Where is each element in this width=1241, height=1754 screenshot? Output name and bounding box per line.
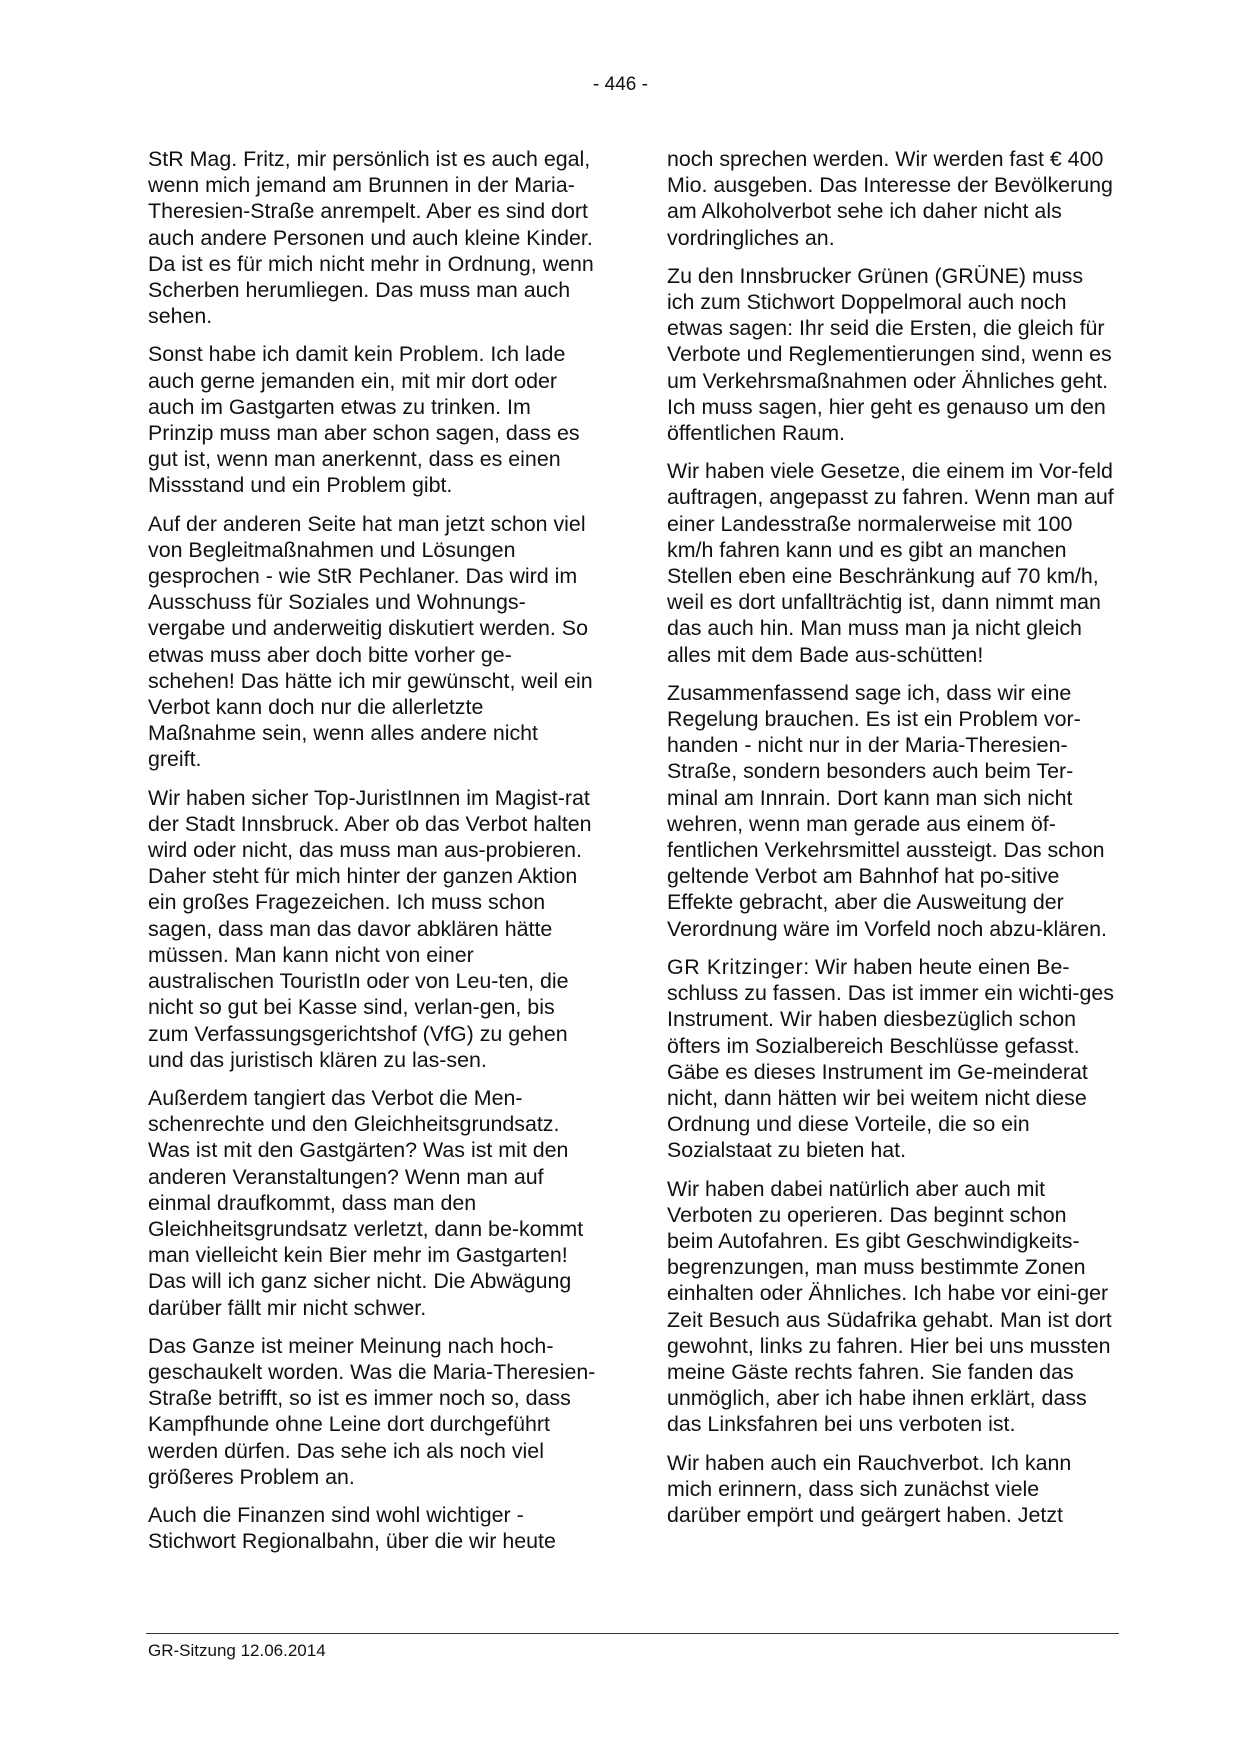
paragraph: StR Mag. Fritz, mir persönlich ist es auch egal, wenn mich jemand am Brunnen in der Maria-Theresien-Straße anrempelt. Aber es sind dort auch andere Personen und auch kleine Kinder. Da ist es für mich nicht mehr in Ordnung, wenn Scherben herumliegen. Das muss man auch sehen. <box>148 147 594 329</box>
page-number: - 446 - <box>593 74 648 95</box>
footer-session-date: GR-Sitzung 12.06.2014 <box>148 1641 326 1660</box>
paragraph: Außerdem tangiert das Verbot die Men-schenrechte und den Gleichheitsgrundsatz. Was ist mit den Gastgärten? Was ist mit den anderen Veranstaltungen? Wenn man auf einmal draufkommt, dass man den Gleichheitsgrundsatz verletzt, dann be-kommt man vielleicht kein Bier mehr im Gastgarten! Das will ich ganz sicher nicht. Die Abwägung darüber fällt mir nicht schwer. <box>148 1085 584 1320</box>
left-column <box>148 146 596 1566</box>
paragraph: Auf der anderen Seite hat man jetzt schon viel von Begleitmaßnahmen und Lösungen gesprochen - wie StR Pechlaner. Das wird im Ausschuss für Soziales und Wohnungs-vergabe und anderweitig diskutiert werden. So etwas muss aber doch bitte vorher ge-schehen! Das hätte ich mir gewünscht, weil ein Verbot kann doch nur die allerletzte Maßnahme sein, wenn alles andere nicht greift. <box>148 511 593 772</box>
paragraph: Das Ganze ist meiner Meinung nach hoch-geschaukelt worden. Was die Maria-Theresien-Straße betrifft, so ist es immer noch so, dass Kampfhunde ohne Leine dort durchgeführt werden dürfen. Das sehe ich als noch viel größeres Problem an. <box>148 1333 596 1489</box>
paragraph: Sonst habe ich damit kein Problem. Ich lade auch gerne jemanden ein, mit mir dort oder auch im Gastgarten etwas zu trinken. Im Prinzip muss man aber schon sagen, dass es gut ist, wenn man anerkennt, dass es einen Missstand und ein Problem gibt. <box>148 342 580 498</box>
speaker-text: : Wir haben heute einen Be-schluss zu fassen. Das ist immer ein wichti-ges Instrument. Wir haben diesbezüglich schon öfters im Sozialbereich Beschlüsse gefasst. Gäbe es dieses Instrument im Ge-meinderat nicht, dann hätten wir bei weitem nicht diese Ordnung und diese Vorteile, die so ein Sozialstaat zu bieten hat. <box>667 954 1114 1163</box>
speaker-paragraph <box>667 954 1115 1164</box>
paragraph: Wir haben sicher Top-JuristInnen im Magist-rat der Stadt Innsbruck. Aber ob das Verbot halten wird oder nicht, das muss man aus-probieren. Daher steht für mich hinter der ganzen Aktion ein großes Fragezeichen. Ich muss schon sagen, dass man das davor abklären hätte müssen. Man kann nicht von einer australischen TouristIn oder von Leu-ten, die nicht so gut bei Kasse sind, verlan-gen, bis zum Verfassungsgerichtshof (VfG) zu gehen und das juristisch klären zu las-sen. <box>148 785 592 1072</box>
paragraph: Wir haben viele Gesetze, die einem im Vor-feld auftragen, angepasst zu fahren. Wenn man auf einer Landesstraße normalerweise mit 100 km/h fahren kann und es gibt an manchen Stellen eben eine Beschränkung auf 70 km/h, weil es dort unfallträchtig ist, dann nimmt man das auch hin. Man muss man ja nicht gleich alles mit dem Bade aus-schütten! <box>667 459 1114 667</box>
paragraph: Wir haben auch ein Rauchverbot. Ich kann mich erinnern, dass sich zunächst viele darüber empört und geärgert haben. Jetzt <box>667 1450 1072 1527</box>
paragraph: noch sprechen werden. Wir werden fast € 400 Mio. ausgeben. Das Interesse der Bevölkerung am Alkoholverbot sehe ich daher nicht als vordringliches an. <box>667 147 1113 250</box>
right-column <box>667 146 1115 1540</box>
paragraph: Wir haben dabei natürlich aber auch mit Verboten zu operieren. Das beginnt schon beim Autofahren. Es gibt Geschwindigkeits-begrenzungen, man muss bestimmte Zonen einhalten oder Ähnliches. Ich habe vor eini-ger Zeit Besuch aus Südafrika gehabt. Man ist dort gewohnt, links zu fahren. Hier bei uns mussten meine Gäste rechts fahren. Sie fanden das unmöglich, aber ich habe ihnen erklärt, dass das Linksfahren bei uns verboten ist. <box>667 1176 1112 1437</box>
paragraph: Zu den Innsbrucker Grünen (GRÜNE) muss ich zum Stichwort Doppelmoral auch noch etwas sagen: Ihr seid die Ersten, die gleich für Verbote und Reglementierungen sind, wenn es um Verkehrsmaßnahmen oder Ähnliches geht. Ich muss sagen, hier geht es genauso um den öffentlichen Raum. <box>667 263 1112 446</box>
paragraph: Zusammenfassend sage ich, dass wir eine Regelung brauchen. Es ist ein Problem vor-handen - nicht nur in der Maria-Theresien-Straße, sondern besonders auch beim Ter-minal am Innrain. Dort kann man sich nicht wehren, wenn man gerade aus einem öf-fentlichen Verkehrsmittel aussteigt. Das schon geltende Verbot am Bahnhof hat po-sitive Effekte gebracht, aber die Ausweitung der Verordnung wäre im Vorfeld noch abzu-klären. <box>667 680 1107 941</box>
paragraph: Auch die Finanzen sind wohl wichtiger - Stichwort Regionalbahn, über die wir heute <box>148 1502 556 1554</box>
footer-divider <box>146 1633 1119 1634</box>
speaker-name: GR Kritzinger <box>667 954 804 979</box>
